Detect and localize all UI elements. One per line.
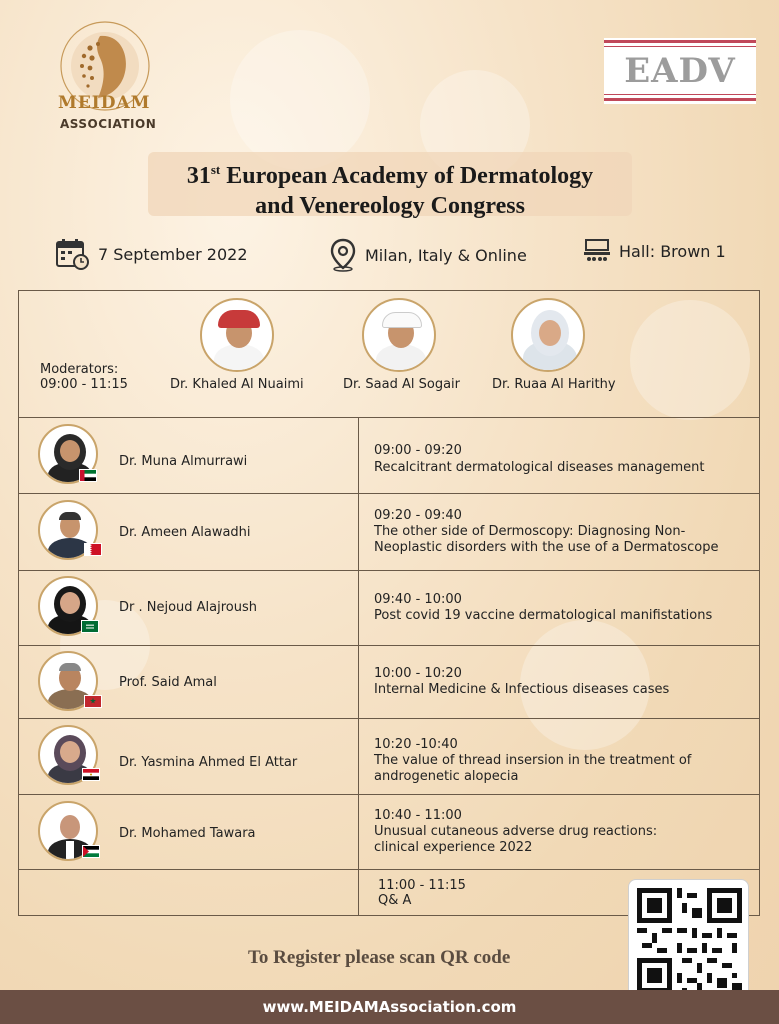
qa-time: 11:00 - 11:15 (378, 878, 466, 893)
speaker-name: Dr . Nejoud Alajroush (119, 600, 258, 615)
speaker-name: Dr. Muna Almurrawi (119, 454, 248, 469)
session-time: 10:20 -10:40 (374, 737, 458, 752)
bahrain-flag-icon (84, 543, 102, 556)
event-hall: Hall: Brown 1 (619, 241, 726, 261)
qr-code-icon (637, 888, 742, 993)
session-topic (374, 682, 669, 698)
row-divider (18, 645, 760, 646)
logo-subtitle: ASSOCIATION (60, 117, 157, 131)
session-time: 09:20 - 09:40 (374, 508, 462, 523)
location-pin-icon (329, 238, 357, 272)
morocco-flag-icon (84, 695, 102, 708)
row-divider (18, 718, 760, 719)
speaker-name: Dr. Yasmina Ahmed El Attar (119, 755, 298, 770)
register-qr-code[interactable] (628, 879, 749, 1000)
uae-flag-icon (79, 469, 97, 482)
moderators-title: Moderators: (40, 362, 119, 377)
column-divider (358, 417, 359, 916)
hall-icon (583, 238, 611, 264)
moderators-label (40, 362, 128, 392)
title-line2: and Venereology Congress (255, 193, 525, 219)
speaker-name: Prof. Said Amal (119, 675, 217, 690)
title-line1: European Academy of Dermatology (220, 163, 594, 189)
row-divider (18, 570, 760, 571)
moderator-name: Dr. Ruaa Al Harithy (492, 377, 616, 392)
session-topic (374, 753, 691, 785)
location-info (329, 238, 527, 272)
website-link[interactable]: www.MEIDAMAssociation.com (262, 998, 517, 1016)
logo-name: MEIDAM (58, 93, 151, 113)
event-date: 7 September 2022 (98, 244, 248, 264)
row-divider (18, 493, 760, 494)
session-topic-line: Internal Medicine & Infectious diseases cases (374, 682, 670, 697)
moderator-photo (200, 298, 274, 372)
session-topic-line: Recalcitrant dermatological diseases management (374, 460, 705, 475)
moderator-name: Dr. Saad Al Sogair (343, 377, 461, 392)
palestine-flag-icon (82, 845, 100, 858)
register-prompt: To Register please scan QR code (248, 947, 511, 968)
moderator-name: Dr. Khaled Al Nuaimi (170, 377, 304, 392)
row-divider (18, 794, 760, 795)
congress-title (148, 155, 632, 221)
speaker-name: Dr. Mohamed Tawara (119, 826, 256, 841)
session-topic-line: Post covid 19 vaccine dermatological manifistations (374, 608, 713, 623)
row-divider (18, 417, 760, 418)
eadv-logo-text: EADV (624, 51, 736, 91)
session-topic-line: The value of thread insersion in the treatment of (374, 753, 692, 768)
calendar-icon (56, 238, 90, 270)
session-topic-line: Neoplastic disorders with the use of a Dermatoscope (374, 540, 719, 555)
qa-label: Q& A (378, 893, 412, 908)
moderators-time: 09:00 - 11:15 (40, 377, 128, 392)
session-time: 10:40 - 11:00 (374, 808, 462, 823)
moderator-photo (511, 298, 585, 372)
session-topic-line: androgenetic alopecia (374, 769, 519, 784)
hall-info (583, 238, 726, 264)
session-time: 09:00 - 09:20 (374, 443, 462, 458)
date-info (56, 238, 248, 270)
session-topic-line: The other side of Dermoscopy: Diagnosing Non- (374, 524, 686, 539)
title-ordinal-suffix: st (210, 162, 221, 177)
session-topic (374, 460, 705, 476)
session-time: 09:40 - 10:00 (374, 592, 462, 607)
bokeh-decor (230, 30, 370, 170)
moderator-photo (362, 298, 436, 372)
egypt-flag-icon (82, 768, 100, 781)
eadv-logo (604, 38, 756, 104)
session-topic-line: clinical experience 2022 (374, 840, 533, 855)
event-location: Milan, Italy & Online (365, 245, 527, 265)
session-topic (374, 824, 657, 856)
saudi-flag-icon (81, 620, 99, 633)
row-divider (18, 869, 760, 870)
session-topic (374, 608, 712, 624)
speaker-name: Dr. Ameen Alawadhi (119, 525, 251, 540)
title-ordinal: 31 (186, 163, 211, 189)
session-topic-line: Unusual cutaneous adverse drug reactions: (374, 824, 658, 839)
session-topic (374, 524, 719, 556)
session-time: 10:00 - 10:20 (374, 666, 462, 681)
